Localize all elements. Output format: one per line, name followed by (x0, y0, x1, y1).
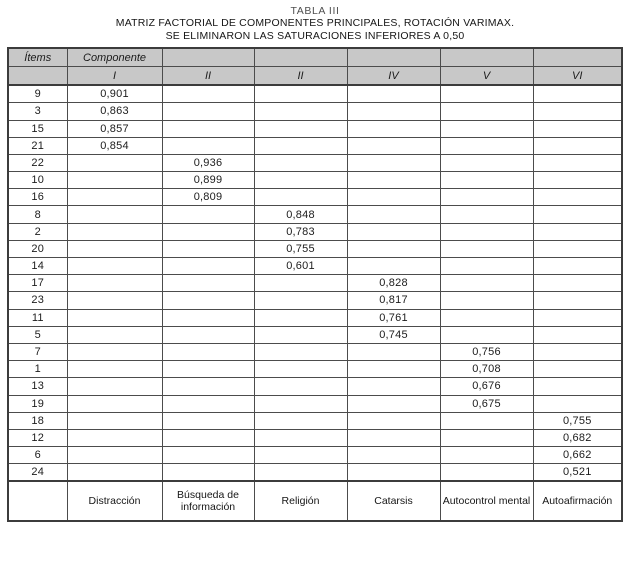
loading-value-cell: 0,601 (254, 258, 347, 275)
loading-value-cell (254, 412, 347, 429)
item-number-cell: 8 (8, 206, 67, 223)
item-number-cell: 21 (8, 137, 67, 154)
header-empty-cell (347, 48, 440, 67)
loading-value-cell (67, 172, 162, 189)
table-row (8, 412, 622, 429)
header-empty-cell (8, 67, 67, 86)
loading-value-cell (533, 154, 622, 171)
loading-value-cell (440, 206, 533, 223)
table-caption (0, 5, 630, 42)
loading-value-cell (347, 120, 440, 137)
item-number-cell: 6 (8, 447, 67, 464)
loading-value-cell (533, 103, 622, 120)
factor-name-cell: Autocontrol mental (440, 481, 533, 521)
loading-value-cell (440, 326, 533, 343)
loading-value-cell (162, 309, 254, 326)
loading-value-cell (67, 343, 162, 360)
table-row (8, 240, 622, 257)
header-items: Ítems (8, 48, 67, 67)
loading-value-cell (533, 137, 622, 154)
loading-value-cell (254, 292, 347, 309)
header-componente: Componente (67, 48, 162, 67)
header-row-labels (8, 48, 622, 67)
loading-value-cell (162, 240, 254, 257)
loading-value-cell (347, 378, 440, 395)
table-body (8, 85, 622, 481)
header-factor-2: II (162, 67, 254, 86)
table-row (8, 120, 622, 137)
item-number-cell: 2 (8, 223, 67, 240)
loading-value-cell (347, 137, 440, 154)
table-row (8, 258, 622, 275)
loading-value-cell: 0,521 (533, 464, 622, 482)
loading-value-cell (440, 120, 533, 137)
header-factor-6: VI (533, 67, 622, 86)
loading-value-cell (162, 343, 254, 360)
loading-value-cell (533, 343, 622, 360)
loading-value-cell (347, 154, 440, 171)
header-factor-3: II (254, 67, 347, 86)
loading-value-cell (533, 292, 622, 309)
loading-value-cell (67, 429, 162, 446)
loading-value-cell: 0,817 (347, 292, 440, 309)
loading-value-cell (533, 240, 622, 257)
table-row (8, 429, 622, 446)
table-row (8, 326, 622, 343)
loading-value-cell (162, 292, 254, 309)
factor-name-cell: Distracción (67, 481, 162, 521)
loading-value-cell: 0,756 (440, 343, 533, 360)
loading-value-cell (254, 447, 347, 464)
table-row (8, 395, 622, 412)
loading-value-cell (347, 464, 440, 482)
loading-value-cell (67, 326, 162, 343)
table-row (8, 464, 622, 482)
table-row (8, 343, 622, 360)
loading-value-cell (347, 103, 440, 120)
loading-value-cell (440, 258, 533, 275)
loading-value-cell (533, 378, 622, 395)
loading-value-cell: 0,857 (67, 120, 162, 137)
loading-value-cell: 0,708 (440, 361, 533, 378)
table-title-line-1: MATRIZ FACTORIAL DE COMPONENTES PRINCIPALES, ROTACIÓN VARIMAX. (115, 17, 515, 30)
loading-value-cell (67, 240, 162, 257)
loading-value-cell (533, 172, 622, 189)
loading-value-cell (67, 378, 162, 395)
loading-value-cell (67, 206, 162, 223)
item-number-cell: 14 (8, 258, 67, 275)
loading-value-cell (67, 464, 162, 482)
loading-value-cell: 0,682 (533, 429, 622, 446)
loading-value-cell (254, 395, 347, 412)
loading-value-cell (347, 343, 440, 360)
loading-value-cell (347, 223, 440, 240)
loading-value-cell (440, 223, 533, 240)
loading-value-cell (347, 429, 440, 446)
loading-value-cell (533, 223, 622, 240)
item-number-cell: 13 (8, 378, 67, 395)
loading-value-cell (440, 85, 533, 103)
loading-value-cell: 0,783 (254, 223, 347, 240)
loading-value-cell (162, 120, 254, 137)
loading-value-cell (67, 412, 162, 429)
item-number-cell: 18 (8, 412, 67, 429)
loading-value-cell (67, 154, 162, 171)
table-number: TABLA III (290, 5, 340, 17)
loading-value-cell (440, 309, 533, 326)
loading-value-cell (254, 137, 347, 154)
table-row (8, 103, 622, 120)
loading-value-cell (67, 292, 162, 309)
loading-value-cell (440, 103, 533, 120)
footer-row-factor-names (8, 481, 622, 521)
loading-value-cell: 0,755 (533, 412, 622, 429)
loading-value-cell: 0,828 (347, 275, 440, 292)
loading-value-cell (254, 85, 347, 103)
loading-value-cell: 0,863 (67, 103, 162, 120)
loading-value-cell (533, 275, 622, 292)
item-number-cell: 23 (8, 292, 67, 309)
loading-value-cell (347, 189, 440, 206)
loading-value-cell (67, 447, 162, 464)
loading-value-cell (162, 223, 254, 240)
loading-value-cell (67, 361, 162, 378)
item-number-cell: 7 (8, 343, 67, 360)
item-number-cell: 19 (8, 395, 67, 412)
loading-value-cell (254, 103, 347, 120)
table-row (8, 378, 622, 395)
item-number-cell: 10 (8, 172, 67, 189)
loading-value-cell (347, 85, 440, 103)
item-number-cell: 17 (8, 275, 67, 292)
loading-value-cell (440, 292, 533, 309)
loading-value-cell (533, 309, 622, 326)
loading-value-cell (67, 395, 162, 412)
loading-value-cell (254, 326, 347, 343)
loading-value-cell (440, 464, 533, 482)
loading-value-cell (440, 154, 533, 171)
loading-value-cell (162, 85, 254, 103)
header-empty-cell (254, 48, 347, 67)
table-header (8, 48, 622, 85)
table-row (8, 223, 622, 240)
loading-value-cell (162, 258, 254, 275)
loading-value-cell (254, 343, 347, 360)
loading-value-cell (440, 137, 533, 154)
factor-loadings-table (7, 47, 623, 522)
loading-value-cell (162, 378, 254, 395)
loading-value-cell (440, 412, 533, 429)
loading-value-cell: 0,901 (67, 85, 162, 103)
loading-value-cell (440, 189, 533, 206)
table-row (8, 309, 622, 326)
loading-value-cell: 0,899 (162, 172, 254, 189)
loading-value-cell (67, 309, 162, 326)
table-row (8, 85, 622, 103)
loading-value-cell (67, 258, 162, 275)
item-number-cell: 1 (8, 361, 67, 378)
factor-name-cell: Religión (254, 481, 347, 521)
loading-value-cell (162, 206, 254, 223)
loading-value-cell (162, 429, 254, 446)
loading-value-cell (254, 464, 347, 482)
item-number-cell: 11 (8, 309, 67, 326)
table-row (8, 447, 622, 464)
loading-value-cell (254, 189, 347, 206)
loading-value-cell (533, 85, 622, 103)
table-row (8, 361, 622, 378)
loading-value-cell (67, 189, 162, 206)
item-number-cell: 9 (8, 85, 67, 103)
table-footer (8, 481, 622, 521)
loading-value-cell (533, 189, 622, 206)
loading-value-cell (347, 447, 440, 464)
item-number-cell: 12 (8, 429, 67, 446)
table-row (8, 275, 622, 292)
loading-value-cell (162, 395, 254, 412)
loading-value-cell (533, 361, 622, 378)
table-row (8, 292, 622, 309)
header-factor-5: V (440, 67, 533, 86)
item-number-cell: 22 (8, 154, 67, 171)
header-factor-4: IV (347, 67, 440, 86)
loading-value-cell (533, 206, 622, 223)
loading-value-cell (162, 464, 254, 482)
loading-value-cell: 0,676 (440, 378, 533, 395)
header-empty-cell (440, 48, 533, 67)
header-empty-cell (162, 48, 254, 67)
loading-value-cell (162, 326, 254, 343)
table-title-line-2: SE ELIMINARON LAS SATURACIONES INFERIORES A 0,50 (165, 29, 465, 42)
loading-value-cell: 0,936 (162, 154, 254, 171)
loading-value-cell (162, 412, 254, 429)
table-row (8, 189, 622, 206)
item-number-cell: 20 (8, 240, 67, 257)
loading-value-cell (347, 258, 440, 275)
loading-value-cell (254, 378, 347, 395)
loading-value-cell (347, 206, 440, 223)
loading-value-cell: 0,745 (347, 326, 440, 343)
table-row (8, 137, 622, 154)
loading-value-cell (162, 361, 254, 378)
loading-value-cell (162, 275, 254, 292)
loading-value-cell (440, 429, 533, 446)
loading-value-cell (347, 240, 440, 257)
table-row (8, 206, 622, 223)
loading-value-cell: 0,675 (440, 395, 533, 412)
loading-value-cell (254, 172, 347, 189)
loading-value-cell (440, 240, 533, 257)
loading-value-cell (533, 258, 622, 275)
item-number-cell: 5 (8, 326, 67, 343)
header-empty-cell (533, 48, 622, 67)
loading-value-cell (440, 275, 533, 292)
loading-value-cell (254, 361, 347, 378)
item-number-cell: 24 (8, 464, 67, 482)
loading-value-cell (533, 120, 622, 137)
loading-value-cell: 0,809 (162, 189, 254, 206)
loading-value-cell (254, 120, 347, 137)
table-row (8, 172, 622, 189)
footer-empty-cell (8, 481, 67, 521)
loading-value-cell (254, 429, 347, 446)
factor-name-cell: Catarsis (347, 481, 440, 521)
header-factor-1: I (67, 67, 162, 86)
factor-name-cell: Búsqueda de información (162, 481, 254, 521)
item-number-cell: 3 (8, 103, 67, 120)
loading-value-cell (162, 103, 254, 120)
loading-value-cell (533, 326, 622, 343)
loading-value-cell: 0,848 (254, 206, 347, 223)
header-row-factor-numerals (8, 67, 622, 86)
loading-value-cell (533, 395, 622, 412)
loading-value-cell (440, 447, 533, 464)
loading-value-cell (347, 395, 440, 412)
loading-value-cell (67, 223, 162, 240)
table-row (8, 154, 622, 171)
loading-value-cell (254, 309, 347, 326)
item-number-cell: 15 (8, 120, 67, 137)
loading-value-cell (254, 275, 347, 292)
factor-name-cell: Autoafirmación (533, 481, 622, 521)
loading-value-cell: 0,854 (67, 137, 162, 154)
loading-value-cell (440, 172, 533, 189)
loading-value-cell: 0,662 (533, 447, 622, 464)
loading-value-cell (347, 361, 440, 378)
loading-value-cell (347, 412, 440, 429)
loading-value-cell: 0,755 (254, 240, 347, 257)
item-number-cell: 16 (8, 189, 67, 206)
loading-value-cell (162, 137, 254, 154)
loading-value-cell: 0,761 (347, 309, 440, 326)
loading-value-cell (254, 154, 347, 171)
loading-value-cell (67, 275, 162, 292)
loading-value-cell (162, 447, 254, 464)
loading-value-cell (347, 172, 440, 189)
